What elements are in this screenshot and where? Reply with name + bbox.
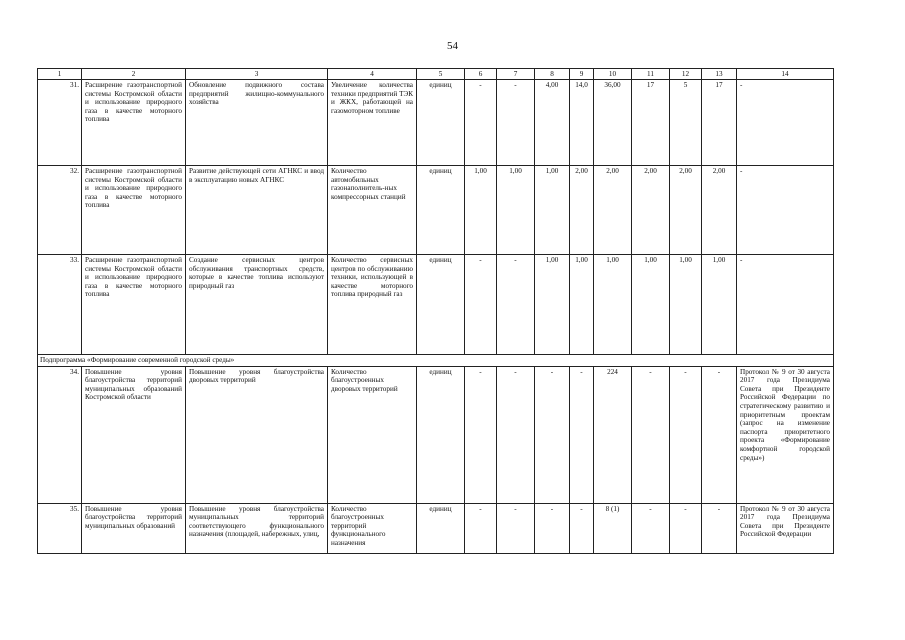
indicator-cell: Количество сервисных центров по обслуживанию техники, использующей в качестве моторного топлива природный газ <box>328 255 417 355</box>
col-header: 12 <box>670 69 702 80</box>
activity-cell: Создание сервисных центров обслуживания транспортных средств, которые в качестве топлива используют природный газ <box>186 255 328 355</box>
value-cell: - <box>632 366 670 503</box>
value-cell: - <box>465 366 497 503</box>
unit-cell: единиц <box>417 166 465 255</box>
table-row <box>38 255 834 355</box>
value-cell: - <box>702 503 737 553</box>
table-row <box>38 80 834 166</box>
col-header: 5 <box>417 69 465 80</box>
unit-cell: единиц <box>417 503 465 553</box>
value-cell: 5 <box>670 80 702 166</box>
note-cell: - <box>737 166 834 255</box>
indicator-cell: Количество благоустроенных территорий функционального назначения <box>328 503 417 553</box>
unit-cell: единиц <box>417 366 465 503</box>
col-header: 6 <box>465 69 497 80</box>
col-header: 3 <box>186 69 328 80</box>
value-cell: 14,0 <box>570 80 594 166</box>
value-cell: - <box>497 80 535 166</box>
row-number: 31. <box>38 80 82 166</box>
col-header: 4 <box>328 69 417 80</box>
section-row <box>38 355 834 367</box>
value-cell: - <box>670 503 702 553</box>
value-cell: 1,00 <box>497 166 535 255</box>
col-header: 14 <box>737 69 834 80</box>
value-cell: - <box>465 503 497 553</box>
col-header: 11 <box>632 69 670 80</box>
value-cell: - <box>465 80 497 166</box>
note-cell: - <box>737 255 834 355</box>
task-cell: Повышение уровня благоустройства территорий муниципальных образований Костромской области <box>82 366 186 503</box>
col-header: 8 <box>535 69 570 80</box>
value-cell: - <box>535 366 570 503</box>
value-cell: 4,00 <box>535 80 570 166</box>
col-header: 1 <box>38 69 82 80</box>
value-cell: 1,00 <box>702 255 737 355</box>
value-cell: 36,00 <box>594 80 632 166</box>
value-cell: - <box>497 503 535 553</box>
value-cell: - <box>497 366 535 503</box>
value-cell: 2,00 <box>702 166 737 255</box>
value-cell: 1,00 <box>535 255 570 355</box>
value-cell: 1,00 <box>535 166 570 255</box>
task-cell: Расширение газотранспортной системы Костромской области и использование природного газа в качестве моторного топлива <box>82 255 186 355</box>
indicator-cell: Увеличение количества техники предприятий ТЭК и ЖКХ, работающей на газомоторном топливе <box>328 80 417 166</box>
value-cell: - <box>570 503 594 553</box>
task-cell: Расширение газотранспортной системы Костромской области и использование природного газа в качестве моторного топлива <box>82 80 186 166</box>
value-cell: 1,00 <box>670 255 702 355</box>
value-cell: 1,00 <box>465 166 497 255</box>
value-cell: 2,00 <box>632 166 670 255</box>
task-cell: Повышение уровня благоустройства территорий муниципальных образований <box>82 503 186 553</box>
value-cell: 1,00 <box>594 255 632 355</box>
activity-cell: Повышение уровня благоустройства дворовых территорий <box>186 366 328 503</box>
col-header: 10 <box>594 69 632 80</box>
value-cell: 224 <box>594 366 632 503</box>
note-cell: Протокол № 9 от 30 августа 2017 года Президиума Совета при Президенте Российской Федерации <box>737 503 834 553</box>
indicator-cell: Количество автомобильных газонаполнитель-ных компрессорных станций <box>328 166 417 255</box>
task-cell: Расширение газотранспортной системы Костромской области и использование природного газа в качестве моторного топлива <box>82 166 186 255</box>
value-cell: - <box>670 366 702 503</box>
activity-cell: Развитие действующей сети АГНКС и ввод в эксплуатацию новых АГНКС <box>186 166 328 255</box>
unit-cell: единиц <box>417 80 465 166</box>
value-cell: 17 <box>702 80 737 166</box>
page-number: 54 <box>447 40 458 52</box>
table-row <box>38 503 834 553</box>
activity-cell: Обновление подвижного состава предприятий жилищно-коммунального хозяйства <box>186 80 328 166</box>
col-header: 2 <box>82 69 186 80</box>
section-title: Подпрограмма «Формирование современной городской среды» <box>38 355 834 367</box>
table-row <box>38 366 834 503</box>
row-number: 34. <box>38 366 82 503</box>
value-cell: 17 <box>632 80 670 166</box>
value-cell: 2,00 <box>570 166 594 255</box>
row-number: 33. <box>38 255 82 355</box>
row-number: 35. <box>38 503 82 553</box>
col-header: 9 <box>570 69 594 80</box>
value-cell: 2,00 <box>594 166 632 255</box>
row-number: 32. <box>38 166 82 255</box>
value-cell: - <box>535 503 570 553</box>
value-cell: - <box>702 366 737 503</box>
note-cell: - <box>737 80 834 166</box>
value-cell: - <box>497 255 535 355</box>
value-cell: - <box>632 503 670 553</box>
value-cell: 1,00 <box>570 255 594 355</box>
note-cell: Протокол № 9 от 30 августа 2017 года Президиума Совета при Президенте Российской Федерации по стратегическому развитию и приоритетным проектам (запрос на изменение паспорта приоритетного проекта «Формирование комфортной городской среды») <box>737 366 834 503</box>
header-row <box>38 69 834 80</box>
value-cell: 8 (1) <box>594 503 632 553</box>
activity-cell: Повышение уровня благоустройства муниципальных территорий соответствующего функционального назначения (площадей, набережных, улиц, <box>186 503 328 553</box>
indicator-cell: Количество благоустроенных дворовых территорий <box>328 366 417 503</box>
indicators-table <box>37 68 834 554</box>
value-cell: 2,00 <box>670 166 702 255</box>
value-cell: 1,00 <box>632 255 670 355</box>
value-cell: - <box>465 255 497 355</box>
value-cell: - <box>570 366 594 503</box>
unit-cell: единиц <box>417 255 465 355</box>
table-row <box>38 166 834 255</box>
col-header: 13 <box>702 69 737 80</box>
col-header: 7 <box>497 69 535 80</box>
